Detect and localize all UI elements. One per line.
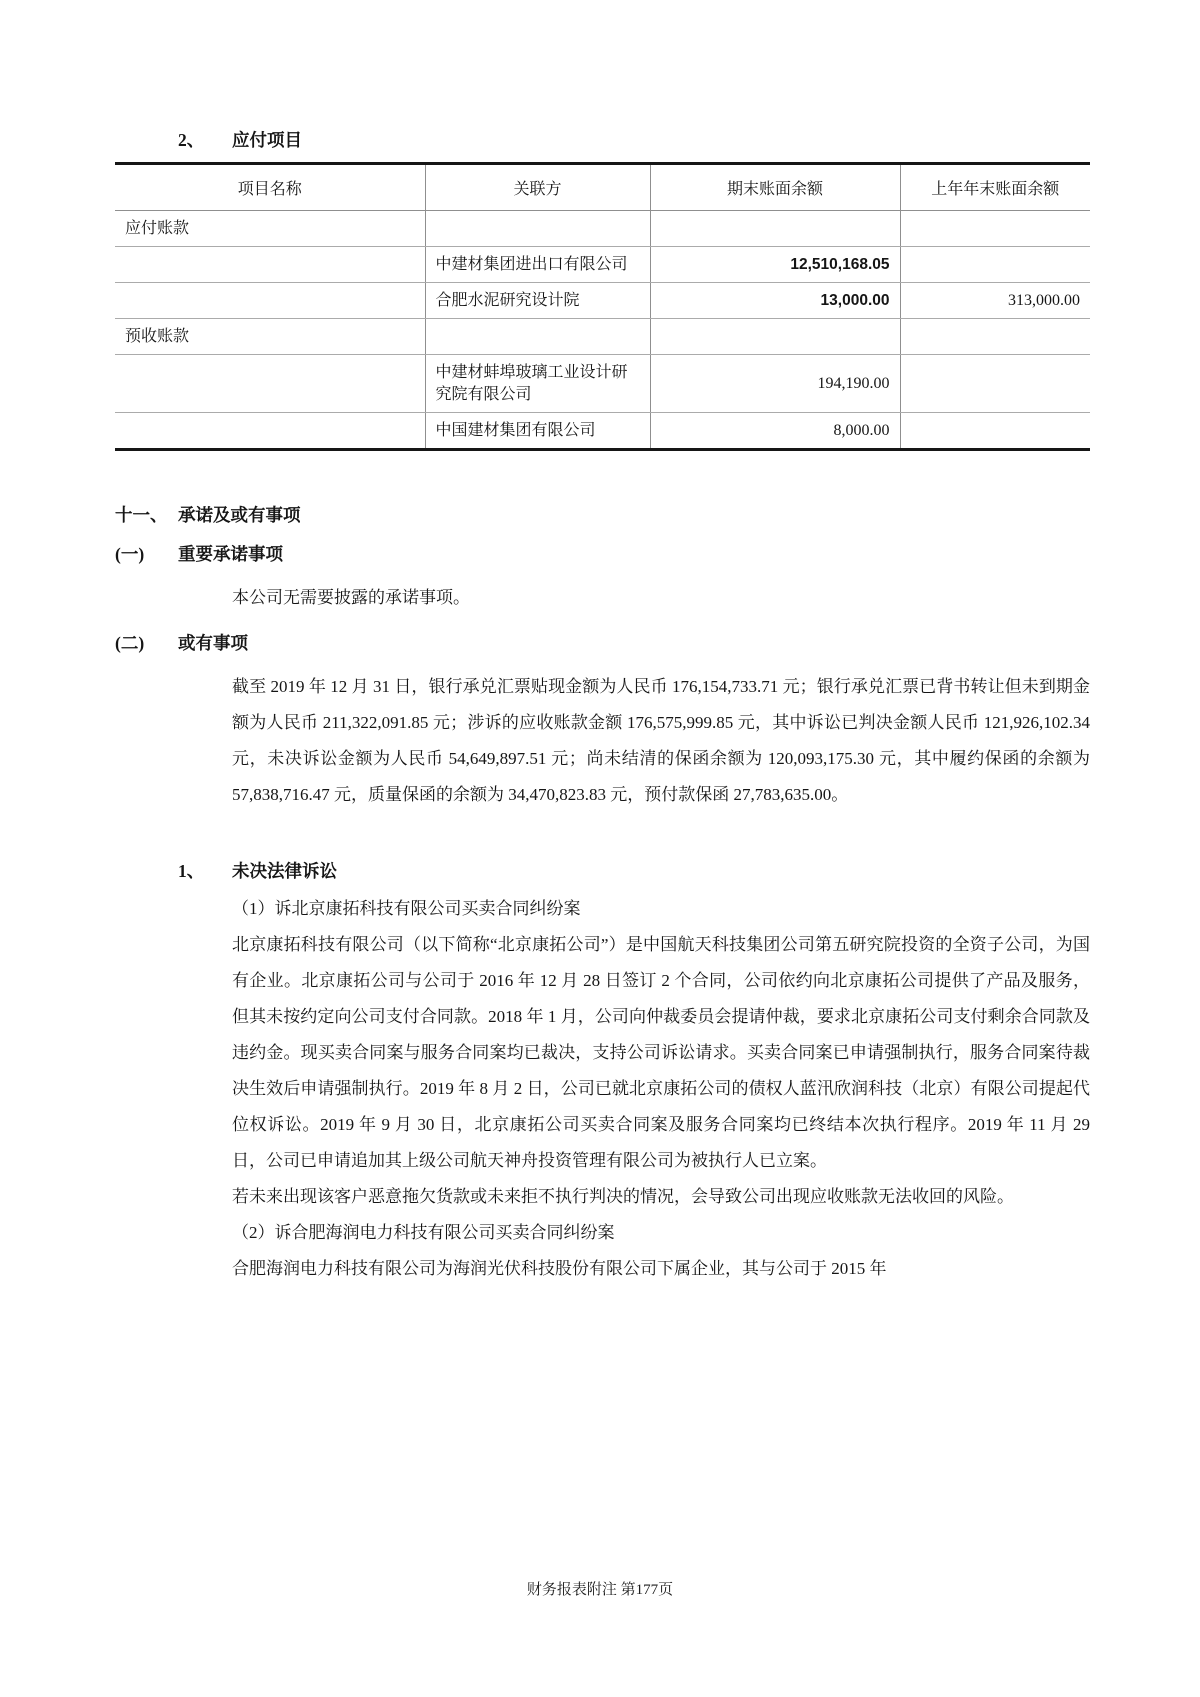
contingent-items-number: (二)	[115, 633, 145, 653]
pending-litigation-title: 未决法律诉讼	[232, 861, 337, 881]
header-item-name: 项目名称	[115, 164, 425, 211]
important-commitments-body: 本公司无需要披露的承诺事项。	[232, 588, 470, 607]
table-cell	[900, 247, 1090, 283]
table-cell: 8,000.00	[650, 413, 900, 450]
table-cell: 中建材蚌埠玻璃工业设计研究院有限公司	[425, 355, 650, 413]
header-closing-balance: 期末账面余额	[650, 164, 900, 211]
table-cell: 预收账款	[115, 319, 425, 355]
important-commitments-title: 重要承诺事项	[178, 544, 283, 564]
pending-litigation-number: 1、	[178, 861, 205, 881]
important-commitments-heading	[115, 542, 1090, 566]
table-cell	[900, 355, 1090, 413]
table-header-row	[115, 164, 1090, 211]
table-row	[115, 319, 1090, 355]
payables-section-number: 2、	[178, 130, 205, 150]
commitments-section-title: 承诺及或有事项	[178, 505, 301, 525]
case1-risk-note: 若未来出现该客户恶意拖欠货款或未来拒不执行判决的情况，会导致公司出现应收账款无法收回的风险。	[232, 1187, 1014, 1206]
table-cell: 194,190.00	[650, 355, 900, 413]
important-commitments-number: (一)	[115, 544, 145, 564]
table-cell	[425, 319, 650, 355]
table-cell	[115, 355, 425, 413]
commitments-section-heading	[115, 503, 1090, 527]
related-party-payables-table	[115, 162, 1090, 451]
table-cell	[650, 211, 900, 247]
table-row	[115, 413, 1090, 450]
table-cell: 12,510,168.05	[650, 247, 900, 283]
table-cell: 应付账款	[115, 211, 425, 247]
table-row	[115, 247, 1090, 283]
case2-heading: （2）诉合肥海润电力科技有限公司买卖合同纠纷案	[232, 1223, 615, 1242]
case2-body: 合肥海润电力科技有限公司为海润光伏科技股份有限公司下属企业，其与公司于 2015 年	[232, 1259, 887, 1278]
table-cell: 313,000.00	[900, 283, 1090, 319]
table-cell: 中建材集团进出口有限公司	[425, 247, 650, 283]
page-footer: 财务报表附注 第177页	[526, 1582, 674, 1598]
table-cell	[115, 247, 425, 283]
table-cell	[900, 319, 1090, 355]
document-content	[115, 0, 1090, 1287]
table-cell: 13,000.00	[650, 283, 900, 319]
contingent-items-heading	[115, 631, 1090, 655]
table-row	[115, 211, 1090, 247]
table-cell: 中国建材集团有限公司	[425, 413, 650, 450]
contingent-items-body: 截至 2019 年 12 月 31 日，银行承兑汇票贴现金额为人民币 176,154,733.71 元；银行承兑汇票已背书转让但未到期金额为人民币 211,322,091.85 元；涉诉的应收账款金额 176,575,999.85 元，其中诉讼已判决金额人民币 121,926,102.34 元，未决诉讼金额为人民币 54,649,897.51 元；尚未结清的保函余额为 120,093,175.30 元，其中履约保函的余额为 57,838,716.47 元，质量保函的余额为 34,470,823.83 元，预付款保函 27,783,635.00。	[232, 677, 1090, 804]
table-cell: 合肥水泥研究设计院	[425, 283, 650, 319]
table-cell	[650, 319, 900, 355]
table-row	[115, 283, 1090, 319]
table-cell	[115, 413, 425, 450]
pending-litigation-heading	[178, 859, 1090, 883]
payables-section-heading	[178, 128, 1090, 152]
header-prior-year-balance: 上年年末账面余额	[900, 164, 1090, 211]
case1-heading: （1）诉北京康拓科技有限公司买卖合同纠纷案	[232, 899, 581, 918]
table-cell	[900, 413, 1090, 450]
table-cell	[900, 211, 1090, 247]
payables-section-title: 应付项目	[232, 130, 302, 150]
commitments-section-number: 十一、	[115, 505, 168, 525]
table-cell	[425, 211, 650, 247]
table-cell	[115, 283, 425, 319]
case1-body: 北京康拓科技有限公司（以下简称“北京康拓公司”）是中国航天科技集团公司第五研究院投资的全资子公司，为国有企业。北京康拓公司与公司于 2016 年 12 月 28 日签订 2 个合同，公司依约向北京康拓公司提供了产品及服务，但其未按约定向公司支付合同款。2018 年 1 月，公司向仲裁委员会提请仲裁，要求北京康拓公司支付剩余合同款及违约金。现买卖合同案与服务合同案均已裁决，支持公司诉讼请求。买卖合同案已申请强制执行，服务合同案待裁决生效后申请强制执行。2019 年 8 月 2 日，公司已就北京康拓公司的债权人蓝汛欣润科技（北京）有限公司提起代位权诉讼。2019 年 9 月 30 日，北京康拓公司买卖合同案及服务合同案均已终结本次执行程序。2019 年 11 月 29 日，公司已申请追加其上级公司航天神舟投资管理有限公司为被执行人已立案。	[232, 935, 1090, 1170]
contingent-items-title: 或有事项	[178, 633, 248, 653]
table-row	[115, 355, 1090, 413]
header-related-party: 关联方	[425, 164, 650, 211]
